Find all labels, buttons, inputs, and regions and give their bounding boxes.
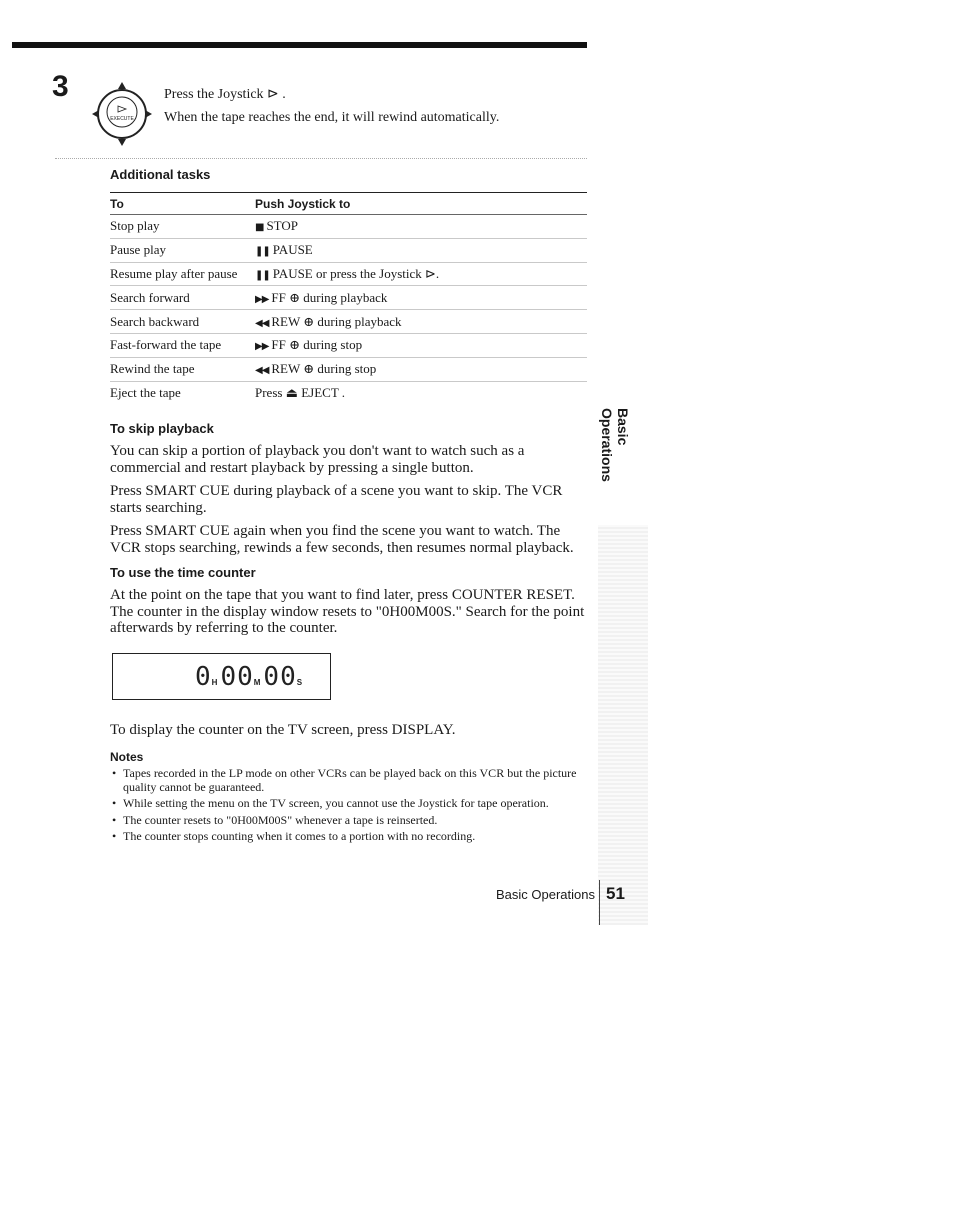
- row-action: ❚❚ PAUSE or press the Joystick ⊳.: [255, 262, 587, 286]
- row-task: Pause play: [110, 238, 255, 262]
- skip-paragraph-1: You can skip a portion of playback you don't want to watch such as a commercial and restart playback by pressing a single button.: [110, 443, 525, 476]
- row-task: Rewind the tape: [110, 357, 255, 381]
- row-task: Search forward: [110, 286, 255, 310]
- notes-list: [110, 767, 590, 847]
- joystick-label: EXECUTE: [110, 116, 134, 122]
- step-result: When the tape reaches the end, it will rewind automatically.: [164, 110, 500, 125]
- pause-icon: ❚❚: [255, 269, 270, 281]
- table-row: [110, 333, 587, 357]
- display-paragraph: To display the counter on the TV screen, press DISPLAY.: [110, 722, 456, 738]
- fast-forward-icon: ▶▶: [255, 341, 269, 353]
- col-header-to: To: [110, 193, 255, 215]
- row-task: Resume play after pause: [110, 262, 255, 286]
- rewind-icon: ◀◀: [255, 365, 269, 377]
- footer-section-label: Basic Operations: [496, 887, 595, 902]
- row-task: Search backward: [110, 310, 255, 334]
- additional-tasks-heading: Additional tasks: [110, 167, 211, 182]
- step-number: 3: [52, 70, 69, 103]
- row-task: Fast-forward the tape: [110, 333, 255, 357]
- note-item: • The counter stops counting when it comes to a portion with no recording.: [110, 830, 590, 844]
- col-header-push: Push Joystick to: [255, 193, 587, 215]
- note-item: • The counter resets to "0H00M00S" whenever a tape is reinserted.: [110, 814, 590, 828]
- rewind-icon: ◀◀: [255, 317, 269, 329]
- table-row: [110, 381, 587, 404]
- table-row: [110, 286, 587, 310]
- stop-icon: ■: [255, 222, 264, 234]
- table-row: [110, 238, 587, 262]
- counter-paragraph: At the point on the tape that you want to find later, press COUNTER RESET. The counter in the display window resets to "0H00M00S." Search for the point afterwards by referring to the counter.: [110, 587, 585, 636]
- row-action: ❚❚ PAUSE: [255, 238, 587, 262]
- side-shade-band: [598, 525, 648, 925]
- row-action: ◀◀ REW ⊕ during playback: [255, 310, 587, 334]
- step-instruction: Press the Joystick ⊳ .: [164, 87, 286, 102]
- row-action: ◀◀ REW ⊕ during stop: [255, 357, 587, 381]
- pause-icon: ❚❚: [255, 246, 270, 258]
- row-task: Eject the tape: [110, 384, 181, 400]
- page-number: 51: [606, 884, 625, 903]
- table-row: [110, 262, 587, 286]
- table-row: [110, 215, 587, 239]
- joystick-execute-icon: [74, 78, 170, 148]
- counter-display: 0H00M00S: [195, 662, 304, 692]
- tasks-table: [110, 192, 587, 404]
- fast-forward-icon: ▶▶: [255, 293, 269, 305]
- top-rule: [12, 42, 587, 48]
- skip-paragraph-3: Press SMART CUE again when you find the scene you want to watch. The VCR stops searching, rewinds a few seconds, then resumes normal playback.: [110, 523, 574, 556]
- note-item: • Tapes recorded in the LP mode on other VCRs can be played back on this VCR but the picture quality cannot be guaranteed.: [110, 767, 590, 794]
- row-action: ▶▶ FF ⊕ during stop: [255, 333, 587, 357]
- footer-divider: [599, 880, 600, 925]
- section-divider: [55, 158, 587, 159]
- row-action: Press ⏏ EJECT .: [255, 384, 346, 400]
- notes-heading: Notes: [110, 750, 144, 764]
- time-counter-heading: To use the time counter: [110, 565, 256, 580]
- row-action: ■ STOP: [255, 215, 587, 239]
- section-side-tab: Basic Operations: [599, 408, 631, 482]
- skip-playback-heading: To skip playback: [110, 421, 214, 436]
- row-task: Stop play: [110, 215, 255, 239]
- table-row: [110, 357, 587, 381]
- note-item: • While setting the menu on the TV screen, you cannot use the Joystick for tape operation.: [110, 797, 590, 811]
- table-header-row: [110, 193, 587, 215]
- row-action: ▶▶ FF ⊕ during playback: [255, 286, 587, 310]
- skip-paragraph-2: Press SMART CUE during playback of a scene you want to skip. The VCR starts searching.: [110, 483, 563, 516]
- table-row: [110, 310, 587, 334]
